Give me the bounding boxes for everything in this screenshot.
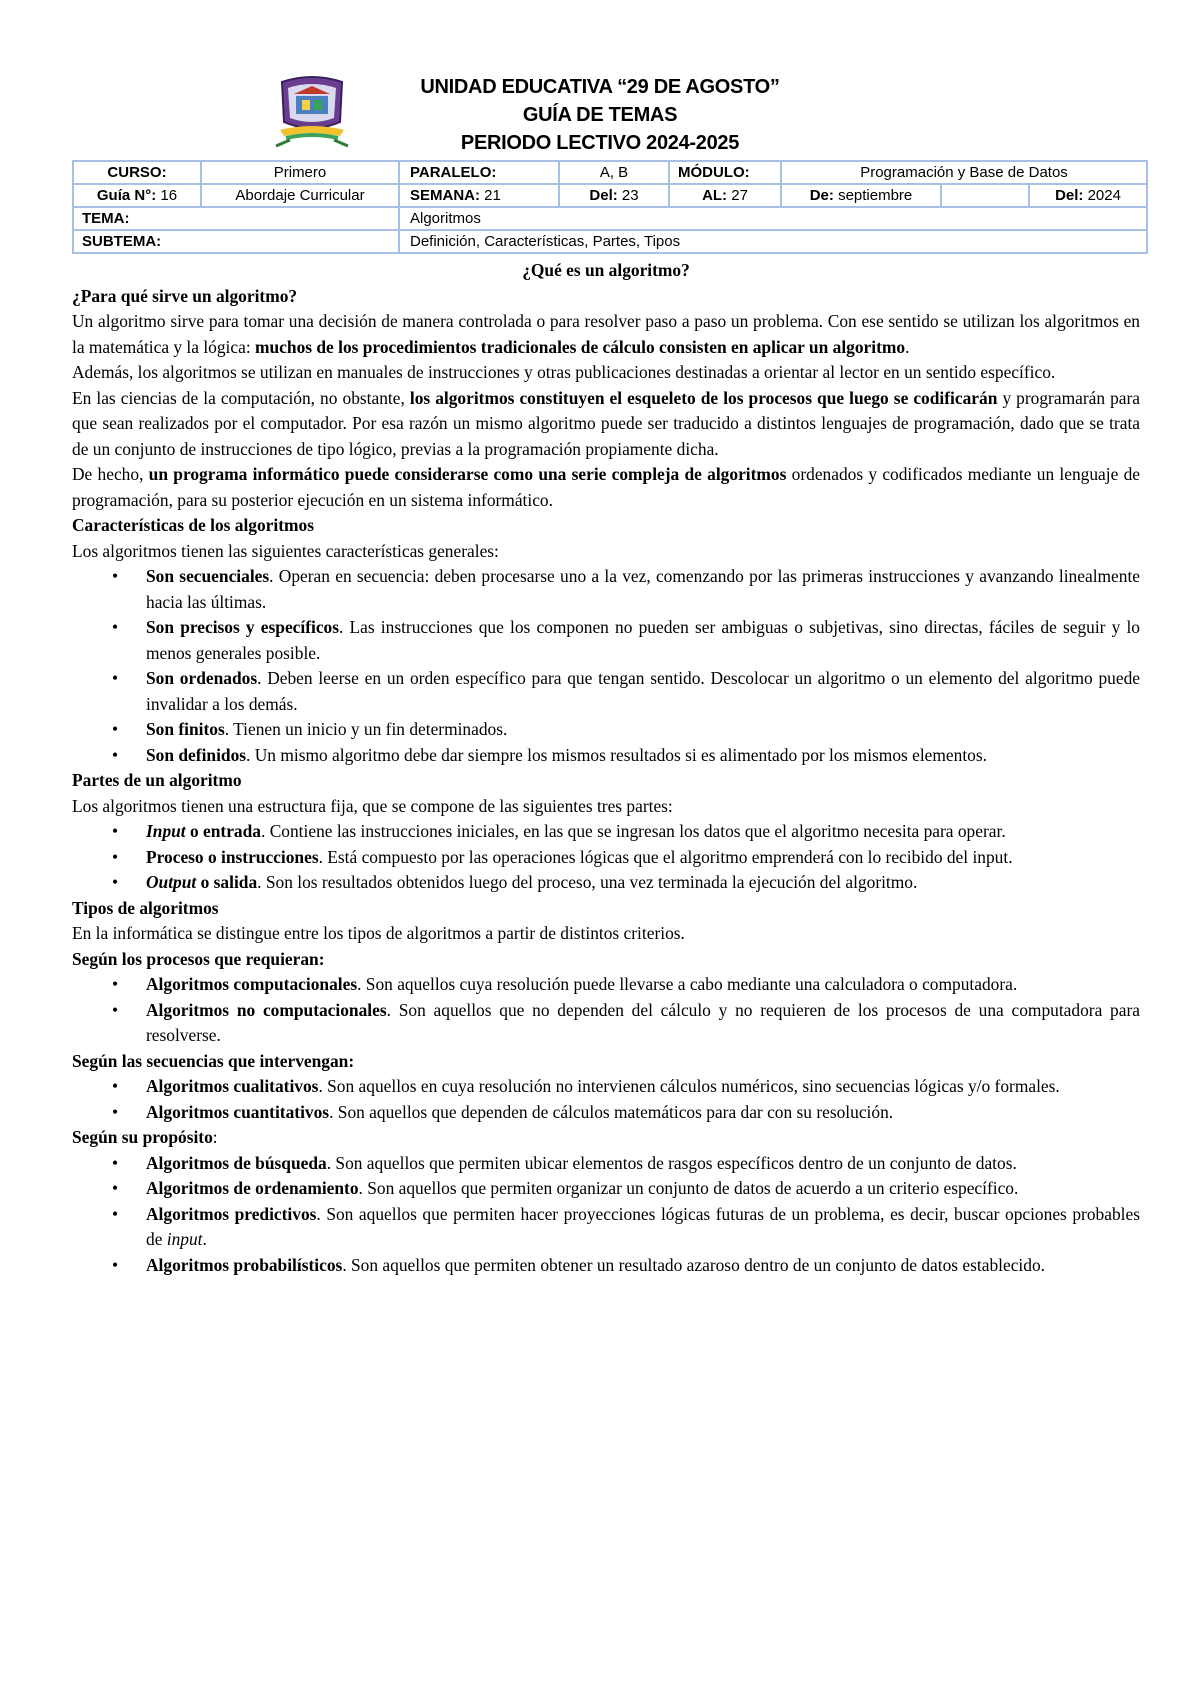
guide-info-table: [72, 160, 1148, 254]
empty-cell: [941, 184, 1029, 207]
text: Un algoritmo sirve para tomar una decisión de manera controlada o para resolver paso a paso un problema. Con ese sentido se utilizan los algoritmos en la matemática y la lógica:: [72, 311, 1140, 357]
list-item: • Algoritmos predictivos. Son aquellos que permiten hacer proyecciones lógicas futuras de un problema, es decir, buscar opciones probables de input.: [112, 1203, 1140, 1249]
del2-cell: [1029, 184, 1147, 207]
list-item: • Son finitos. Tienen un inicio y un fin determinados.: [112, 719, 508, 739]
text: .: [202, 1229, 207, 1249]
list-item: • Proceso o instrucciones. Está compuesto por las operaciones lógicas que el algoritmo emprenderá con lo recibido del input.: [112, 846, 1013, 867]
tema-label: TEMA:: [73, 207, 399, 230]
bullet-list: [72, 564, 1140, 768]
paragraph: [72, 309, 1140, 360]
text: . Está compuesto por las operaciones lógicas que el algoritmo emprenderá con lo recibido del input.: [318, 846, 1013, 867]
de-value: septiembre: [838, 187, 913, 204]
section-heading: Características de los algoritmos: [72, 515, 314, 535]
guia-value: 16: [160, 187, 178, 204]
bold-text: Algoritmos de ordenamiento: [146, 1178, 359, 1198]
paragraph: En la informática se distingue entre los tipos de algoritmos a partir de distintos criterios.: [72, 923, 685, 943]
text: De hecho,: [72, 464, 149, 484]
bullet-list: [72, 1151, 1140, 1279]
institution-name: UNIDAD EDUCATIVA “29 DE AGOSTO”: [420, 76, 780, 98]
al-label: AL:: [702, 187, 728, 204]
section-heading: Tipos de algoritmos: [72, 897, 219, 918]
bold-text: un programa informático puede considerarse como una serie compleja de algoritmos: [148, 464, 787, 484]
bold-italic-text: Output: [146, 872, 197, 892]
text: . Operan en secuencia: deben procesarse uno a la vez, comenzando por las primeras instrucciones y avanzando linealmente hacia las últimas.: [146, 566, 1141, 612]
bold-text: o salida: [196, 872, 258, 892]
text: y programarán para que sean realizados por el computador. Por esa razón un mismo algoritmo puede ser traducido a distintos lenguajes de programación, dado que se trata de un conjunto de instrucciones de tipo lógico, previas a la programación propiamente dicha.: [72, 387, 1140, 459]
list-item: • Algoritmos de búsqueda. Son aquellos que permiten ubicar elementos de rasgos específicos dentro de un conjunto de datos.: [112, 1152, 1017, 1173]
bold-text: Algoritmos probabilísticos: [146, 1254, 343, 1275]
table-row: [73, 161, 1147, 184]
list-item: • Son secuenciales. Operan en secuencia: deben procesarse uno a la vez, comenzando por las primeras instrucciones y avanzando linealmente hacia las últimas.: [112, 566, 1141, 612]
list-item: • Algoritmos computacionales. Son aquellos cuya resolución puede llevarse a cabo mediante una calculadora o computadora.: [112, 974, 1018, 994]
main-title: ¿Qué es un algoritmo?: [522, 260, 690, 280]
bold-text: Proceso o instrucciones: [146, 846, 319, 867]
subsection-heading: [72, 1125, 1140, 1151]
text: . Contiene las instrucciones iniciales, en las que se ingresan los datos que el algoritmo necesita para operar.: [261, 821, 1006, 841]
section-heading: Partes de un algoritmo: [72, 770, 242, 790]
text: . Son aquellos que permiten hacer proyecciones lógicas futuras de un problema, es decir, buscar opciones probables de: [146, 1203, 1140, 1249]
curso-value: Primero: [201, 161, 399, 184]
bold-text: Algoritmos cuantitativos: [146, 1101, 330, 1122]
table-row: [73, 207, 1147, 230]
text: . Las instrucciones que los componen no pueden ser ambiguas o subjetivas, sino directas, fáciles de seguir y lo menos generales posible.: [146, 617, 1140, 663]
text: . Son aquellos que permiten obtener un resultado azaroso dentro de un conjunto de datos establecido.: [342, 1254, 1045, 1275]
de-cell: [781, 184, 941, 207]
paragraph: [72, 462, 1140, 513]
text: ordenados y codificados mediante un lenguaje de programación, para su posterior ejecución en un sistema informático.: [72, 464, 1140, 510]
text: . Tienen un inicio y un fin determinados.: [224, 719, 508, 739]
bold-text: Son definidos: [146, 744, 247, 765]
paragraph: Además, los algoritmos se utilizan en manuales de instrucciones y otras publicaciones destinadas a orientar al lector en un sentido específico.: [72, 362, 1056, 382]
text: . Son los resultados obtenidos luego del proceso, una vez terminada la ejecución del algoritmo.: [257, 872, 918, 892]
guia-label: Guía N°:: [96, 187, 157, 204]
table-row: [73, 230, 1147, 253]
bold-text: Algoritmos computacionales: [146, 974, 358, 994]
section-heading: ¿Para qué sirve un algoritmo?: [72, 285, 298, 306]
bullet-list: [72, 819, 1140, 896]
list-item: • Son ordenados. Deben leerse en un orden específico para que tengan sentido. Descolocar un algoritmo o un elemento del algoritmo puede invalidar a los demás.: [112, 668, 1140, 714]
text: . Son aquellos en cuya resolución no intervienen cálculos numéricos, sino secuencias lógicas y/o formales.: [318, 1076, 1060, 1096]
subtema-value: Definición, Características, Partes, Tipos: [399, 230, 1147, 253]
text: . Son aquellos que permiten ubicar elementos de rasgos específicos dentro de un conjunto de datos.: [326, 1152, 1017, 1173]
paragraph: Los algoritmos tienen una estructura fija, que se compone de las siguientes tres partes:: [72, 795, 673, 816]
bold-text: Son secuenciales: [146, 566, 270, 586]
list-item: • Output o salida. Son los resultados obtenidos luego del proceso, una vez terminada la ejecución del algoritmo.: [112, 872, 918, 892]
modulo-value: Programación y Base de Datos: [781, 161, 1147, 184]
del2-label: Del:: [1055, 187, 1084, 204]
semana-cell: [399, 184, 559, 207]
school-period: PERIODO LECTIVO 2024-2025: [460, 132, 740, 154]
bold-text: Son precisos y específicos: [146, 617, 340, 637]
paralelo-value: A, B: [559, 161, 669, 184]
del-value: 23: [621, 187, 639, 204]
text: . Deben leerse en un orden específico para que tengan sentido. Descolocar un algoritmo o un elemento del algoritmo puede invalidar a los demás.: [146, 668, 1140, 714]
text: En las ciencias de la computación, no obstante,: [72, 387, 410, 408]
al-value: 27: [731, 187, 748, 204]
curso-label: CURSO:: [73, 161, 201, 184]
list-item: • Algoritmos cualitativos. Son aquellos en cuya resolución no intervienen cálculos numéricos, sino secuencias lógicas y/o formales.: [112, 1076, 1060, 1096]
text: . Son aquellos que dependen de cálculos matemáticos para dar con su resolución.: [329, 1101, 894, 1122]
del-cell: [559, 184, 669, 207]
semana-value: 21: [484, 187, 501, 204]
text: . Son aquellos que no dependen del cálculo y no requieren de los procesos de una computadora para resolverse.: [146, 999, 1140, 1045]
text: . Son aquellos que permiten organizar un conjunto de datos de acuerdo a un criterio específico.: [358, 1178, 1019, 1198]
de-label: De:: [809, 187, 834, 204]
bold-text: o entrada: [185, 821, 261, 841]
al-cell: [669, 184, 781, 207]
subtema-label: SUBTEMA:: [73, 230, 399, 253]
list-item: • Son precisos y específicos. Las instrucciones que los componen no pueden ser ambiguas o subjetivas, sino directas, fáciles de seguir y lo menos generales posible.: [112, 617, 1140, 663]
del-label: Del:: [589, 187, 618, 204]
text: .: [905, 336, 910, 357]
paragraph: Los algoritmos tienen las siguientes características generales:: [72, 540, 499, 561]
text: :: [212, 1127, 218, 1147]
list-item: • Algoritmos no computacionales. Son aquellos que no dependen del cálculo y no requieren de los procesos de una computadora para resolverse.: [112, 999, 1140, 1045]
bullet-list: [72, 1074, 1140, 1125]
bold-text: Son finitos: [146, 719, 225, 739]
list-item: • Algoritmos cuantitativos. Son aquellos que dependen de cálculos matemáticos para dar con su resolución.: [112, 1101, 894, 1122]
abordaje-value: Abordaje Curricular: [201, 184, 399, 207]
guide-content: [72, 258, 1140, 1278]
italic-text: input: [166, 1229, 203, 1249]
guide-title: GUÍA DE TEMAS: [522, 104, 678, 126]
list-item: • Algoritmos probabilísticos. Son aquellos que permiten obtener un resultado azaroso dentro de un conjunto de datos establecido.: [112, 1254, 1045, 1275]
del2-value: 2024: [1087, 187, 1121, 204]
bold-text: Según su propósito: [72, 1127, 213, 1147]
list-item: • Input o entrada. Contiene las instrucciones iniciales, en las que se ingresan los datos que el algoritmo necesita para operar.: [112, 821, 1006, 841]
semana-label: SEMANA:: [410, 187, 480, 204]
paragraph: [72, 386, 1140, 463]
bold-text: Algoritmos cualitativos: [146, 1076, 319, 1096]
modulo-label: MÓDULO:: [669, 161, 781, 184]
tema-value: Algoritmos: [399, 207, 1147, 230]
bold-text: Algoritmos de búsqueda: [146, 1152, 327, 1173]
bold-text: Algoritmos no computacionales: [146, 999, 387, 1020]
bold-text: Son ordenados: [146, 668, 258, 688]
text: . Un mismo algoritmo debe dar siempre los mismos resultados si es alimentado por los mismos elementos.: [246, 744, 987, 765]
subsection-heading: Según las secuencias que intervengan:: [72, 1050, 355, 1071]
table-row: [73, 184, 1147, 207]
bullet-list: [72, 972, 1140, 1049]
bold-text: los algoritmos constituyen el esqueleto de los procesos que luego se codificarán: [409, 387, 998, 408]
list-item: • Son definidos. Un mismo algoritmo debe dar siempre los mismos resultados si es alimentado por los mismos elementos.: [112, 744, 987, 765]
guia-cell: [73, 184, 201, 207]
subsection-heading: Según los procesos que requieran:: [72, 948, 325, 969]
paralelo-label: PARALELO:: [399, 161, 559, 184]
bold-text: Algoritmos predictivos: [146, 1203, 317, 1224]
bold-italic-text: Input: [146, 821, 186, 841]
bold-text: muchos de los procedimientos tradicionales de cálculo consisten en aplicar un algoritmo: [255, 336, 906, 357]
text: . Son aquellos cuya resolución puede llevarse a cabo mediante una calculadora o computadora.: [357, 974, 1018, 994]
list-item: • Algoritmos de ordenamiento. Son aquellos que permiten organizar un conjunto de datos de acuerdo a un criterio específico.: [112, 1178, 1019, 1198]
